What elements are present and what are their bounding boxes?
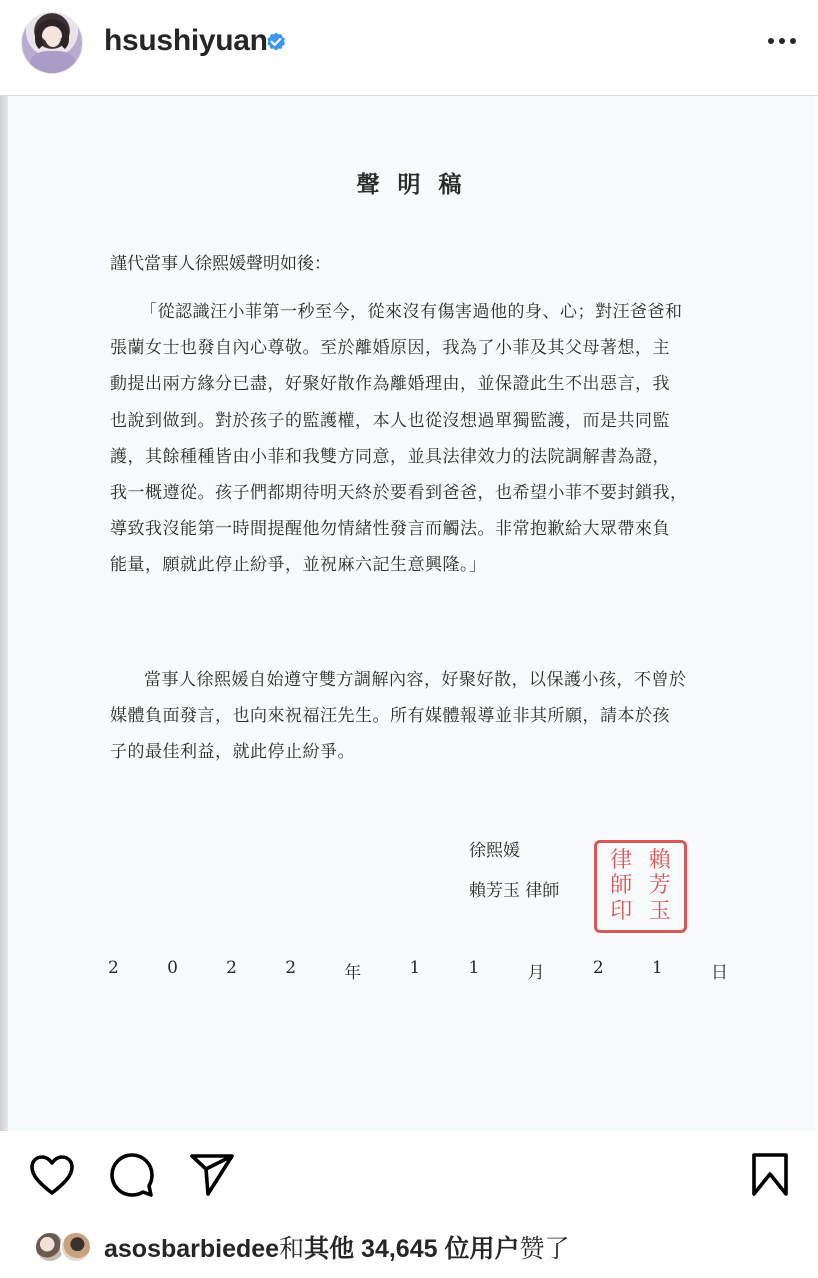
paragraph-line: 張蘭女士也發自內心尊敬。至於離婚原因，我為了小菲及其父母著想，主 xyxy=(110,338,670,359)
paragraph-line: 導致我沒能第一時間提醒他勿情緒性發言而觸法。非常抱歉給大眾帶來負 xyxy=(110,519,670,540)
avatar-figure-body xyxy=(30,51,76,74)
signatory-name: 徐熙媛 xyxy=(469,841,520,861)
liker-avatar xyxy=(60,1231,92,1263)
avatar-figure-face xyxy=(45,27,61,47)
document-intro: 謹代當事人徐熙媛聲明如後： xyxy=(110,254,331,274)
likes-text xyxy=(104,1229,569,1265)
seal-char: 芳 xyxy=(648,873,671,899)
lawyer-name: 賴芳玉 律師 xyxy=(469,881,560,901)
bookmark-icon xyxy=(750,1152,790,1198)
profile-avatar[interactable] xyxy=(21,12,83,74)
seal-char: 玉 xyxy=(648,899,671,925)
paragraph-line: 當事人徐熙媛自始遵守雙方調解內容，好聚好散，以保護小孩，不曾於 xyxy=(144,670,687,690)
document-paragraph-2 xyxy=(110,662,740,771)
document-paragraph-1 xyxy=(110,294,740,584)
date-char: 2 xyxy=(285,958,297,978)
paragraph-line: 護，其餘種種皆由小菲和我雙方同意，並具法律效力的法院調解書為證， xyxy=(110,446,670,467)
document-title: 聲明稿 xyxy=(356,171,480,198)
date-char: 0 xyxy=(167,958,178,978)
seal-char: 師 xyxy=(610,873,633,899)
seal-char: 賴 xyxy=(648,847,671,873)
paragraph-line: 我一概遵從。孩子們都期待明天終於要看到爸爸，也希望小菲不要封鎖我， xyxy=(110,482,688,503)
send-icon xyxy=(189,1152,235,1198)
comment-icon xyxy=(109,1152,155,1198)
date-char: 2 xyxy=(592,958,604,978)
comment-button[interactable] xyxy=(107,1150,157,1200)
paragraph-line: 子的最佳利益，就此停止紛爭。 xyxy=(110,742,355,763)
document-date xyxy=(108,958,728,983)
lawyer-seal-stamp xyxy=(594,840,687,933)
more-horizontal-icon-dot xyxy=(790,38,796,44)
more-options-button[interactable] xyxy=(768,34,800,48)
scan-left-edge xyxy=(0,96,8,1131)
more-horizontal-icon-dot xyxy=(779,38,785,44)
date-char: 日 xyxy=(710,963,728,983)
paragraph-line: 能量，願就此停止紛爭，並祝麻六記生意興隆。」 xyxy=(110,555,487,576)
likes-summary[interactable] xyxy=(34,1229,569,1265)
seal-char: 印 xyxy=(610,899,633,925)
username-link[interactable]: hsushiyuan xyxy=(104,24,268,57)
post-header xyxy=(0,0,818,92)
save-button[interactable] xyxy=(745,1150,795,1200)
date-char: 1 xyxy=(468,958,480,978)
like-button[interactable] xyxy=(27,1150,77,1200)
share-button[interactable] xyxy=(187,1150,237,1200)
paragraph-line: 媒體負面發言，也向來祝福汪先生。所有媒體報導並非其所願，請本於孩 xyxy=(110,706,670,727)
liker-username-link[interactable]: asosbarbiedee xyxy=(104,1235,280,1263)
paragraph-line: 也說到做到。對於孩子的監護權，本人也從沒想過單獨監護，而是共同監 xyxy=(110,410,670,431)
likes-suffix: 赞了 xyxy=(519,1235,570,1263)
scan-right-edge xyxy=(810,96,818,1131)
date-char: 2 xyxy=(108,958,119,978)
paragraph-line: 「從認識汪小菲第一秒至今，從來沒有傷害過他的身、心；對汪爸爸和 xyxy=(140,302,683,322)
likes-connector: 和 xyxy=(279,1235,305,1263)
verified-badge-icon xyxy=(264,31,288,55)
likes-count-link[interactable]: 其他 34,645 位用户 xyxy=(304,1235,520,1263)
date-char: 1 xyxy=(409,958,421,978)
post-action-bar xyxy=(0,1150,818,1210)
date-char: 1 xyxy=(651,958,663,978)
date-char: 2 xyxy=(226,958,237,978)
date-char: 年 xyxy=(344,963,362,983)
paragraph-line: 動提出兩方緣分已盡，好聚好散作為離婚理由，並保證此生不出惡言，我 xyxy=(110,374,670,395)
more-horizontal-icon-dot xyxy=(768,38,774,44)
liker-avatars xyxy=(34,1229,96,1265)
date-char: 月 xyxy=(527,963,545,983)
heart-icon xyxy=(28,1153,76,1197)
seal-char: 律 xyxy=(610,847,633,873)
